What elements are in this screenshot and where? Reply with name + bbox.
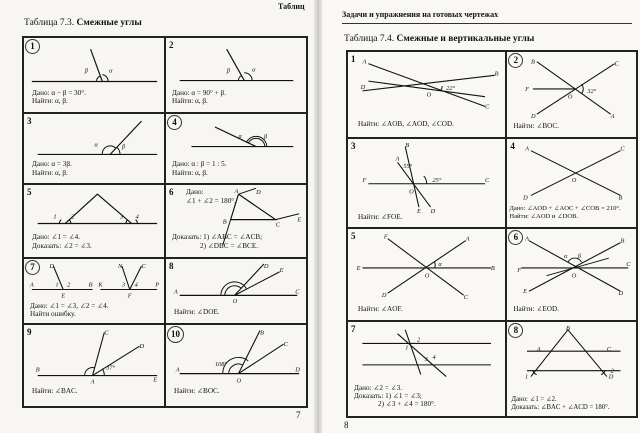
cell-text <box>174 387 220 395</box>
point-label: B <box>494 70 499 78</box>
angle-label: 55° <box>403 162 413 170</box>
right-cell-6 <box>506 228 637 320</box>
cell-text <box>513 305 559 313</box>
point-label: F <box>525 85 530 93</box>
task-line: Найти ошибку. <box>30 309 76 318</box>
cell-text <box>358 305 403 313</box>
cell-text <box>513 122 559 130</box>
given-line: Дано: ∠2 = ∠3. <box>354 383 403 392</box>
point-label: P <box>155 281 160 289</box>
cell-number: 10 <box>167 326 184 343</box>
cell-number: 7 <box>351 323 356 334</box>
find-line: Найти: α, β. <box>172 97 208 106</box>
point-label: C <box>626 261 631 269</box>
cell-number: 3 <box>27 116 32 127</box>
angle-label: 2 <box>611 367 615 375</box>
right-cell-8 <box>506 321 637 417</box>
cell-text <box>32 160 72 177</box>
angle-label: 25° <box>432 176 442 184</box>
cell-number: 8 <box>169 260 174 271</box>
point-label: K <box>98 281 103 289</box>
point-label: E <box>416 207 421 215</box>
find-line: Найти: ∠BAC. <box>32 387 78 396</box>
point-label: D <box>360 83 366 91</box>
given-line: Дано: α = 90° + β. <box>172 89 226 97</box>
point-label: C <box>283 341 288 349</box>
angle-label: 3 <box>121 281 126 289</box>
cell-text <box>358 120 454 128</box>
point-label: O <box>426 91 432 99</box>
right-page-number: 8 <box>344 420 349 430</box>
point-label: B <box>531 58 536 66</box>
given-line: Дано: α : β = 1 : 5. <box>172 160 227 169</box>
cell-number: 2 <box>508 53 523 68</box>
right-cell-5 <box>347 228 506 320</box>
left-cell-8 <box>165 258 307 325</box>
point-label: A <box>29 281 34 289</box>
angle-label: β <box>84 67 88 75</box>
right-cell-7 <box>347 321 506 417</box>
angle-label: α <box>238 133 242 141</box>
cell-number: 1 <box>351 54 356 64</box>
angle-label: 3 <box>424 355 428 363</box>
point-label: B <box>259 329 264 337</box>
point-label: A <box>234 188 239 196</box>
given-line: Дано: ∠1 = ∠2. <box>511 395 557 403</box>
point-label: F <box>383 233 388 241</box>
find-line: Найти: ∠AOF. <box>358 305 403 314</box>
prove-line: Доказать: ∠BAC + ∠ACD = 180°. <box>511 403 610 411</box>
point-label: F <box>517 266 522 274</box>
point-label: A <box>175 367 180 375</box>
angle-label: α <box>94 141 98 149</box>
angle-label: 2 <box>67 281 71 289</box>
angle-label: 2 <box>416 335 421 343</box>
cell-number: 1 <box>25 39 40 54</box>
given-label: Дано: <box>186 188 204 197</box>
point-label: D <box>381 292 387 300</box>
cell-text <box>358 213 402 221</box>
point-label: C <box>485 176 490 184</box>
cell-text <box>30 302 108 319</box>
right-page <box>322 0 640 433</box>
cell-text <box>174 308 220 316</box>
angle-label: β <box>263 134 268 142</box>
point-label: A <box>611 113 615 121</box>
point-label: D <box>295 367 300 375</box>
cell-text <box>511 396 609 413</box>
point-label: D <box>531 113 536 121</box>
angle-label: 3 <box>119 213 124 221</box>
point-label: O <box>424 272 430 280</box>
point-label: A <box>525 235 530 243</box>
angle-label: 1 <box>525 373 529 381</box>
angle-label: 4 <box>432 353 436 361</box>
point-label: O <box>232 297 238 305</box>
point-label: B <box>566 324 571 332</box>
point-label: F <box>127 291 132 299</box>
find-line: Найти: ∠BOC. <box>174 387 220 396</box>
cell-number: 6 <box>508 230 523 245</box>
given-line: Дано: ∠1 = ∠3, ∠2 = ∠4. <box>30 301 109 310</box>
point-label: E <box>297 216 302 224</box>
point-label: D <box>609 373 614 381</box>
point-label: B <box>405 141 410 149</box>
cell-number: 4 <box>510 140 515 151</box>
find-line: Найти: ∠AOD и ∠DOB. <box>509 212 579 220</box>
left-cell-2 <box>165 37 307 113</box>
angle-label: 22° <box>446 84 455 92</box>
cell-number: 2 <box>169 40 174 50</box>
left-page <box>0 0 316 433</box>
angle-label: 37° <box>106 365 116 373</box>
point-label: C <box>295 287 300 295</box>
angle-label: 1 <box>53 213 57 221</box>
right-page-header: Задачи и упражнения на готовых чертежах <box>342 10 499 19</box>
point-label: C <box>463 294 468 302</box>
find-line: Найти: ∠FOE. <box>358 212 403 221</box>
point-label: E <box>61 291 66 299</box>
left-corner-header: Таблиц <box>278 2 305 11</box>
point-label: D <box>256 189 261 197</box>
find-line: Найти: α, β. <box>32 168 68 177</box>
point-label: O <box>236 377 242 385</box>
left-table-title-prefix: Таблица 7.3. <box>24 18 75 28</box>
angle-label: α <box>438 261 442 269</box>
cell-text <box>172 89 226 106</box>
find-line: Найти: α, β. <box>172 168 208 177</box>
point-label: D <box>139 343 145 351</box>
prove-line: Доказать: 1) ∠1 = ∠3; <box>354 391 422 400</box>
cell-number: 4 <box>167 115 182 130</box>
cell-text <box>172 160 227 177</box>
prove-line: 2) ∠DBC = ∠BCE. <box>200 241 259 250</box>
left-cell-1 <box>23 37 165 113</box>
point-label: A <box>465 235 470 243</box>
point-label: O <box>409 187 414 195</box>
cell-number: 5 <box>27 187 32 198</box>
angle-label: α <box>252 66 256 74</box>
left-cell-3 <box>23 113 165 184</box>
left-cell-5 <box>23 184 165 257</box>
find-line: Найти: ∠EOD. <box>513 305 559 314</box>
left-cell-4 <box>165 113 307 184</box>
point-label: N <box>117 262 123 270</box>
angle-label: 32° <box>587 87 597 95</box>
point-label: E <box>356 264 361 272</box>
angle-label: α <box>564 253 568 261</box>
angle-label: 1 <box>55 281 59 289</box>
cell-number: 5 <box>351 231 356 242</box>
point-label: B <box>88 281 93 289</box>
given-line: Дано: ∠AOD + ∠AOC + ∠COB = 210°. <box>509 204 621 212</box>
point-label: C <box>614 60 620 68</box>
right-cell-2 <box>506 51 637 138</box>
right-problems-table <box>346 50 638 418</box>
cell-text <box>172 233 262 250</box>
left-cell-7 <box>23 258 165 325</box>
point-label: C <box>141 262 146 270</box>
right-table-title <box>344 34 534 44</box>
left-page-number: 7 <box>296 410 301 420</box>
cell-number: 9 <box>27 327 32 338</box>
right-cell-1 <box>347 51 506 138</box>
point-label: E <box>153 376 158 384</box>
point-label: D <box>49 262 55 270</box>
point-label: A <box>362 58 367 66</box>
point-label: D <box>263 262 269 270</box>
point-label: C <box>484 103 490 111</box>
given-line: Дано: α − β = 30°. <box>32 89 86 97</box>
point-label: B <box>618 193 623 201</box>
point-label: E <box>523 288 528 296</box>
point-label: A <box>525 145 530 153</box>
point-label: O <box>568 93 573 101</box>
point-label: D <box>618 290 624 298</box>
point-label: D <box>430 207 436 215</box>
point-label: C <box>607 345 612 353</box>
point-label: B <box>490 264 495 272</box>
cell-number: 6 <box>169 187 174 198</box>
point-label: F <box>362 176 367 184</box>
cell-number: 3 <box>351 140 356 151</box>
point-label: C <box>275 221 280 229</box>
left-table-title <box>24 18 142 28</box>
prove-line: 2) ∠3 + ∠4 = 180°. <box>378 400 436 409</box>
find-line: Найти: ∠BOC. <box>513 122 559 130</box>
given-line: ∠1 + ∠2 = 180°. <box>186 196 236 205</box>
cell-text <box>509 205 620 222</box>
point-label: C <box>104 329 109 337</box>
left-problems-table <box>22 36 308 408</box>
cell-text <box>32 89 86 106</box>
right-cell-3 <box>347 138 506 229</box>
left-table-title-bold: Смежные углы <box>76 18 142 28</box>
left-cell-10 <box>165 324 307 407</box>
right-table-title-bold: Смежные и вертикальные углы <box>396 34 535 44</box>
cell-text <box>32 387 78 395</box>
cell-number: 8 <box>508 323 523 338</box>
angle-label: 4 <box>135 213 139 221</box>
point-label: A <box>90 378 95 386</box>
cell-text <box>32 233 92 250</box>
prove-line: Доказать: 1) ∠ABC = ∠ACB; <box>172 233 263 242</box>
angle-label: α <box>109 67 113 75</box>
right-table-title-prefix: Таблица 7.4. <box>344 34 395 44</box>
point-label: A <box>395 154 400 162</box>
prove-line: Доказать: ∠2 = ∠3. <box>32 241 92 250</box>
angle-label: 4 <box>134 281 138 289</box>
point-label: B <box>35 367 40 375</box>
point-label: C <box>620 145 626 153</box>
angle-label: β <box>226 67 230 75</box>
angle-label: β <box>121 143 126 151</box>
angle-label: 1 <box>405 343 409 351</box>
cell-number: 7 <box>25 260 40 275</box>
point-label: D <box>523 193 529 201</box>
point-label: B <box>222 218 227 226</box>
point-label: O <box>572 176 577 184</box>
find-line: Найти: ∠DOE. <box>174 307 220 316</box>
header-rule <box>342 23 632 24</box>
find-line: Найти: α, β. <box>32 97 68 106</box>
point-label: O <box>572 272 577 280</box>
given-line: Дано: ∠1 = ∠4. <box>32 233 81 242</box>
point-label: E <box>279 266 284 274</box>
left-cell-6 <box>165 184 307 257</box>
point-label: B <box>620 237 625 245</box>
left-cell-9 <box>23 324 165 407</box>
angle-label: 2 <box>70 213 75 221</box>
angle-label: 108° <box>214 361 228 369</box>
point-label: A <box>537 345 541 353</box>
cell-text <box>354 384 436 409</box>
angle-label: β <box>578 253 582 261</box>
given-line: Дано: α = 3β. <box>32 160 72 169</box>
right-cell-4 <box>506 138 637 229</box>
point-label: A <box>173 287 178 295</box>
find-line: Найти: ∠AOB, ∠AOD, ∠COD. <box>358 120 454 128</box>
